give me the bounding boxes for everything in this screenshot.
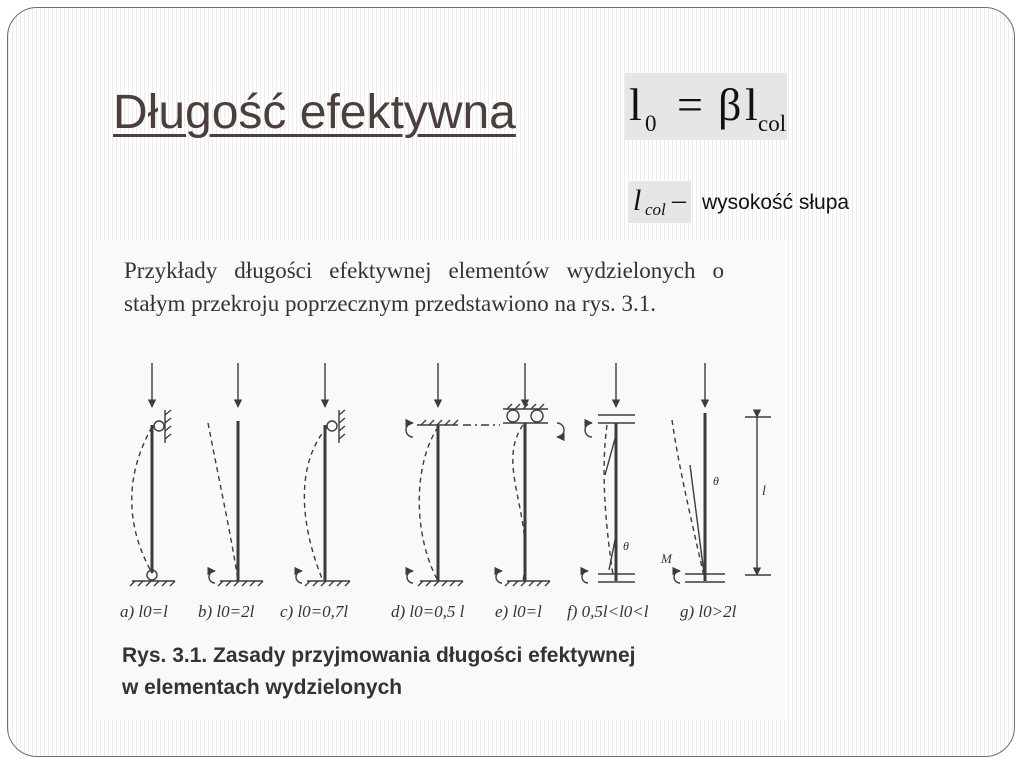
label-f: f) 0,5l<l0<l [567, 602, 649, 621]
scan-paragraph: Przykłady długości efektywnej elementów wydzielonych o stałym przekroju poprzecznym przedstawiono na rys. 3.1. [124, 258, 724, 316]
lcol-dash: – [672, 185, 686, 216]
lcol-symbol [628, 181, 691, 223]
column-c [296, 363, 350, 586]
lcol-letter: l [633, 184, 642, 217]
lcol-subscript: col [645, 200, 666, 219]
formula-rhs-subscript: col [758, 111, 787, 136]
label-c: c) l0=0,7l [280, 602, 349, 621]
theta-label-f: θ [623, 539, 629, 553]
label-a: a) l0=l [120, 602, 168, 621]
formula-beta: β [718, 79, 742, 130]
moment-label: M [661, 551, 672, 566]
effective-length-formula [625, 73, 787, 140]
dimension-label: l [762, 484, 766, 499]
label-b: b) l0=2l [198, 602, 255, 621]
label-g: g) l0>2l [680, 602, 737, 621]
caption-line-2: w elementach wydzielonych [122, 676, 403, 699]
label-d: d) l0=0,5 l [391, 602, 465, 621]
formula-rhs: l [745, 79, 758, 130]
formula-equals: = [677, 79, 703, 130]
formula-lhs: l [629, 79, 642, 130]
column-e [496, 363, 564, 586]
column-g [672, 363, 771, 583]
label-e: e) l0=l [495, 602, 542, 621]
buckling-diagram [95, 345, 785, 630]
column-d [406, 363, 500, 586]
column-b [208, 363, 263, 586]
theta-label-g: θ [713, 474, 719, 488]
lcol-description: wysokość słupa [702, 191, 850, 214]
figure-caption [122, 640, 636, 704]
caption-line-1: Rys. 3.1. Zasady przyjmowania długości efektywnej [122, 644, 636, 667]
formula-lhs-subscript: 0 [645, 111, 657, 136]
column-a [130, 363, 175, 586]
slide-title: Długość efektywna [113, 86, 516, 139]
